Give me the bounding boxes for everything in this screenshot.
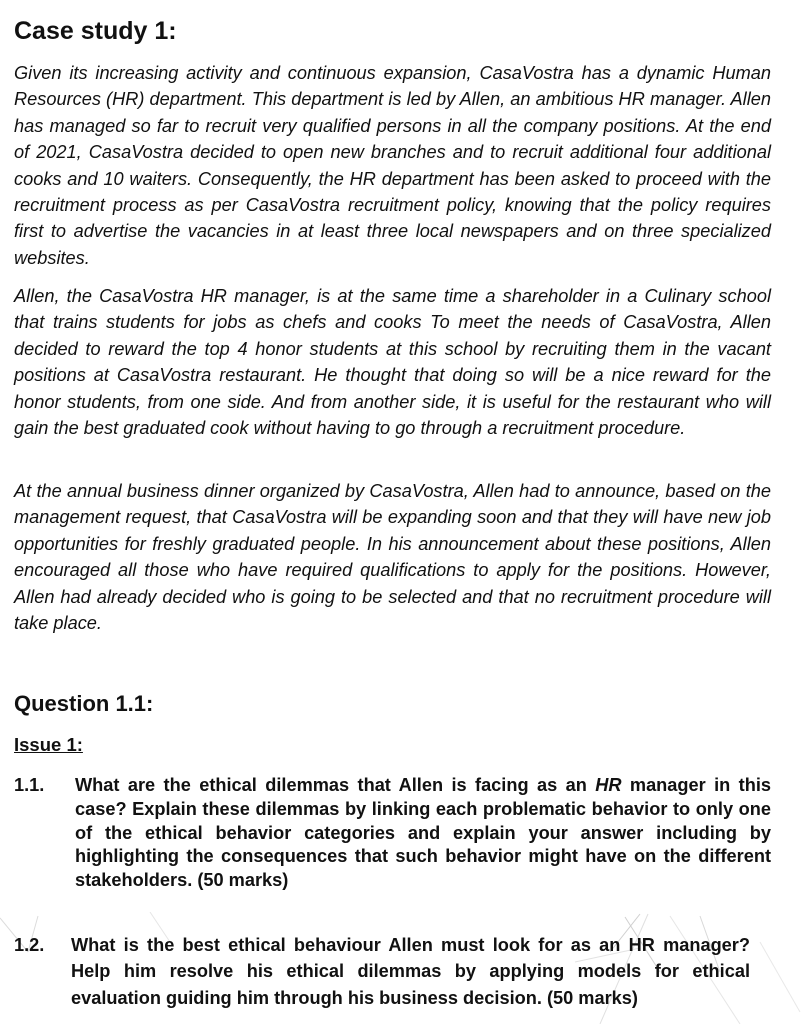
question-1-1-text-start: What are the ethical dilemmas that Allen is facing as an <box>75 775 596 795</box>
question-1-1-emphasis: HR <box>595 775 622 795</box>
decor-line <box>760 942 800 1012</box>
case-title: Case study 1: <box>14 17 177 45</box>
case-paragraph-1: Given its increasing activity and continuous expansion, CasaVostra has a dynamic Human Resources (HR) department. This department is led by Allen, an ambitious HR manager. Allen has managed so far to recruit very qualified persons in all the company positions. At the end of 2021, CasaVostra decided to open new branches and to recruit additional four additional cooks and 10 waiters. Consequently, the HR department has been asked to proceed with the recruitment process as per CasaVostra recruitment policy, knowing that the policy requires first to advertise the vacancies in at least three local newspapers and on three specialized websites. <box>14 63 771 268</box>
question-1-2 <box>14 932 750 1011</box>
question-title: Question 1.1: <box>14 691 154 716</box>
question-1-1 <box>14 774 771 893</box>
issue-label: Issue 1: <box>14 734 83 755</box>
question-1-1-text <box>75 774 771 893</box>
question-1-2-text: What is the best ethical behaviour Allen must look for as an HR manager? Help him resolve his ethical dilemmas by applying models for ethical evaluation guiding him through his business decision. (50 marks) <box>71 935 750 1008</box>
question-1-1-text-end: manager in this case? Explain these dilemmas by linking each problematic behavior to only one of the ethical behavior categories and explain your answer including by highlighting the consequences that such behavior might have on the different stakeholders. (50 marks) <box>75 775 771 891</box>
question-1-1-number: 1.1. <box>14 775 45 795</box>
case-paragraph-3: At the annual business dinner organized by CasaVostra, Allen had to announce, based on the management request, that CasaVostra will be expanding soon and that they will have new job opportunities for freshly graduated people. In his announcement about these positions, Allen encouraged all those who have required qualifications to apply for the positions. However, Allen had already decided who is going to be selected and that no recruitment procedure will take place. <box>14 481 771 634</box>
question-1-2-number: 1.2. <box>14 935 45 955</box>
case-paragraph-2: Allen, the CasaVostra HR manager, is at the same time a shareholder in a Culinary school that trains students for jobs as chefs and cooks To meet the needs of CasaVostra, Allen decided to reward the top 4 honor students at this school by recruiting them in the vacant positions at CasaVostra restaurant. He thought that doing so will be a nice reward for the honor students, from one side. And from another side, it is useful for the restaurant who will gain the best graduated cook without having to go through a recruitment procedure. <box>14 286 771 439</box>
